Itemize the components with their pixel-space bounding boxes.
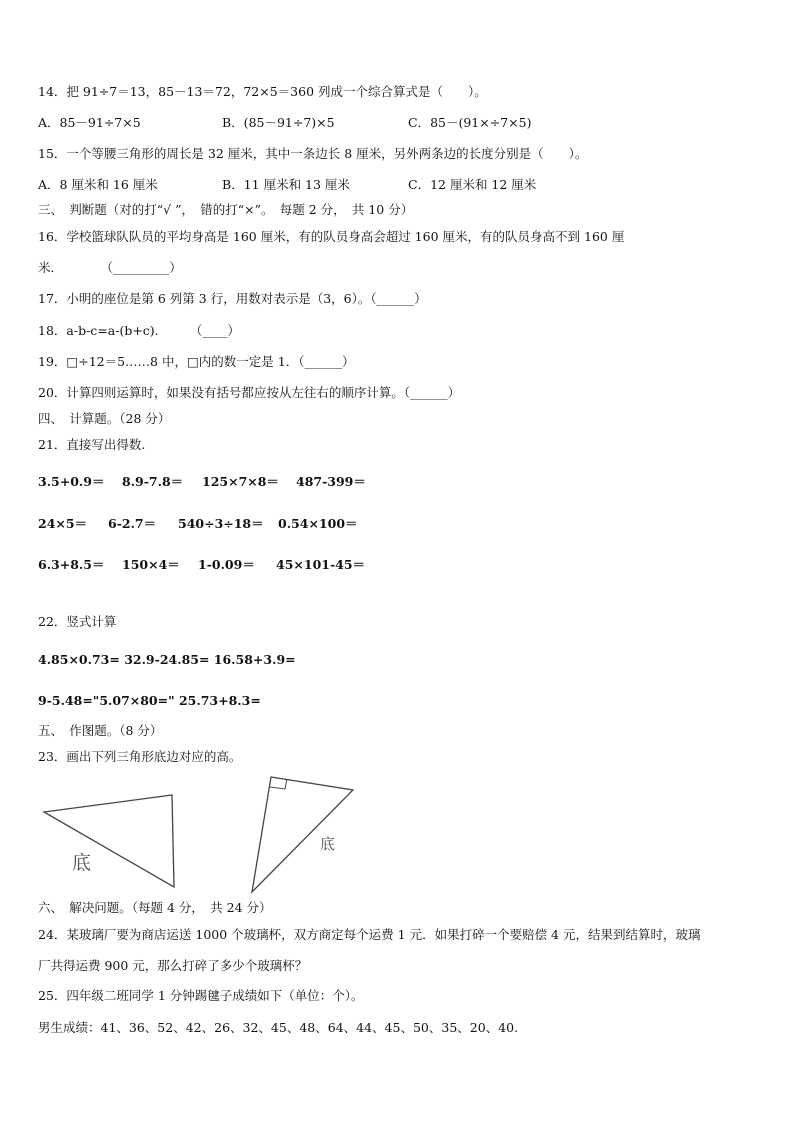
q21-cell: 0.54×100＝ bbox=[278, 516, 358, 531]
q21-cell: 150×4＝ bbox=[122, 557, 180, 572]
q22-line1: 4.85×0.73= 32.9-24.85= 16.58+3.9= bbox=[38, 652, 296, 667]
q14-stem: 14．把 91÷7＝13，85－13＝72，72×5＝360 列成一个综合算式是（ ）。 bbox=[38, 84, 487, 99]
left-triangle bbox=[44, 795, 174, 887]
q22-title: 22．竖式计算 bbox=[38, 614, 117, 629]
right-angle-mark bbox=[270, 779, 287, 789]
q25-line1: 25．四年级二班同学 1 分钟踢毽子成绩如下（单位：个）。 bbox=[38, 988, 364, 1003]
q21-row-3 bbox=[38, 557, 758, 573]
q14-option-b: B．(85－91÷7)×5 bbox=[222, 115, 335, 130]
q21-cell: 8.9-7.8＝ bbox=[122, 474, 184, 489]
q22-line2: 9-5.48="5.07×80=" 25.73+8.3= bbox=[38, 693, 261, 708]
q21-cell: 3.5+0.9＝ bbox=[38, 474, 105, 489]
q21-cell: 540÷3÷18＝ bbox=[178, 516, 264, 531]
q14-option-a: A．85－91÷7×5 bbox=[38, 115, 141, 130]
q21-cell: 45×101-45＝ bbox=[276, 557, 366, 572]
q21-cell: 6.3+8.5＝ bbox=[38, 557, 105, 572]
q15-option-a: A．8 厘米和 16 厘米 bbox=[38, 177, 158, 192]
q21-row-1 bbox=[38, 474, 758, 490]
section-4-title: 四、 计算题。（28 分） bbox=[38, 411, 171, 426]
q14-options bbox=[38, 115, 758, 131]
q21-cell: 6-2.7＝ bbox=[108, 516, 157, 531]
q15-option-c: C．12 厘米和 12 厘米 bbox=[408, 177, 537, 192]
q21-cell: 1-0.09＝ bbox=[198, 557, 255, 572]
q19-text: 19．□÷12＝5……8 中，□内的数一定是 1．（______） bbox=[38, 354, 355, 369]
q21-cell: 487-399＝ bbox=[296, 474, 366, 489]
q15-options bbox=[38, 177, 758, 193]
right-triangle-base-label: 底 bbox=[320, 835, 336, 853]
q15-stem: 15．一个等腰三角形的周长是 32 厘米，其中一条边长 8 厘米，另外两条边的长度分别是（ ）。 bbox=[38, 146, 588, 161]
q24-line1: 24．某玻璃厂要为商店运送 1000 个玻璃杯，双方商定每个运费 1 元．如果打碎一个要赔偿 4 元，结果到结算时，玻璃 bbox=[38, 927, 701, 942]
q21-row-2 bbox=[38, 516, 758, 532]
section-5-title: 五、 作图题。（8 分） bbox=[38, 723, 163, 738]
q20-text: 20．计算四则运算时，如果没有括号都应按从左往右的顺序计算。（______） bbox=[38, 385, 461, 400]
q18-text: 18．a-b-c=a-(b+c). （____） bbox=[38, 323, 240, 338]
left-triangle-base-label: 底 bbox=[72, 852, 92, 874]
section-6-title: 六、 解决问题。（每题 4 分， 共 24 分） bbox=[38, 900, 272, 915]
q14-option-c: C．85－(91×÷7×5) bbox=[408, 115, 532, 130]
q16-line1: 16．学校篮球队队员的平均身高是 160 厘米，有的队员身高会超过 160 厘米，有的队员身高不到 160 厘 bbox=[38, 229, 625, 244]
q21-cell: 125×7×8＝ bbox=[202, 474, 279, 489]
right-triangle bbox=[252, 777, 353, 892]
q17-text: 17．小明的座位是第 6 列第 3 行，用数对表示是（3，6）。（______） bbox=[38, 291, 427, 306]
q24-line2: 厂共得运费 900 元，那么打碎了多少个玻璃杯？ bbox=[38, 958, 308, 973]
q21-title: 21．直接写出得数. bbox=[38, 437, 146, 452]
q16-line2: 米． （_________） bbox=[38, 260, 182, 275]
q15-option-b: B．11 厘米和 13 厘米 bbox=[222, 177, 350, 192]
section-3-title: 三、 判断题（对的打“√ ”， 错的打“×”。 每题 2 分， 共 10 分） bbox=[38, 202, 414, 217]
q23-title: 23．画出下列三角形底边对应的高。 bbox=[38, 749, 242, 764]
q21-cell: 24×5＝ bbox=[38, 516, 88, 531]
q25-line2: 男生成绩：41、36、52、42、26、32、45、48、64、44、45、50、35、20、40. bbox=[38, 1020, 519, 1035]
